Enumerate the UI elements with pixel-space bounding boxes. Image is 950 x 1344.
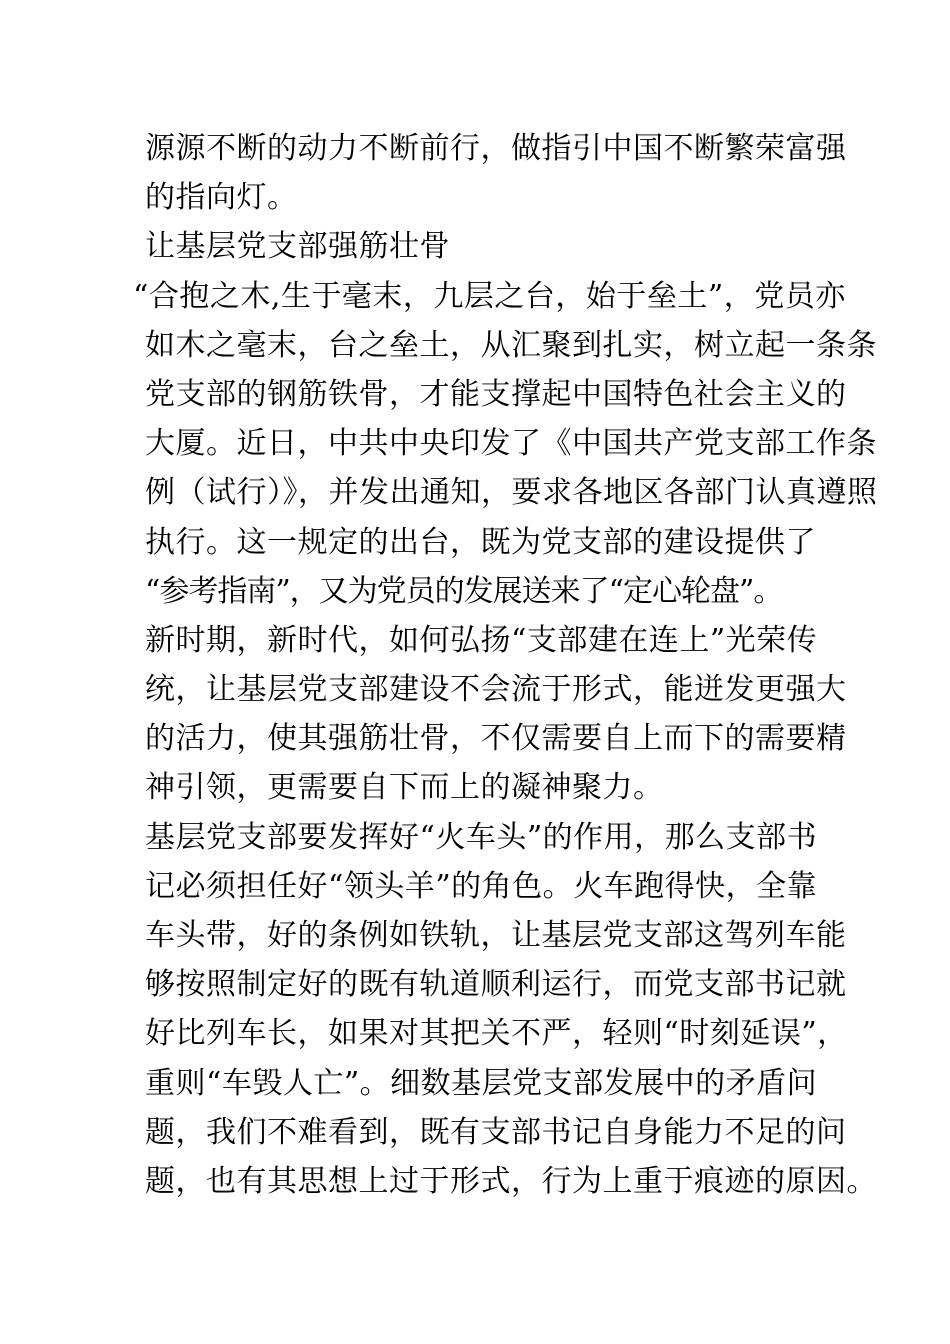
body-text: [133, 124, 878, 1206]
text-line: 记必须担任好“领头羊”的角色。火车跑得快，全靠: [145, 868, 818, 904]
text-line: 新时期，新时代，如何弘扬“支部建在连上”光荣传: [145, 622, 818, 658]
text-line: 够按照制定好的既有轨道顺利运行，而党支部书记就: [145, 967, 847, 1003]
text-line: 源源不断的动力不断前行，做指引中国不断繁荣富强: [145, 131, 847, 166]
text-line: “合抱之木,生于毫末，九层之台，始于垒土”，党员亦: [133, 278, 846, 314]
text-line: 的指向灯。: [145, 180, 298, 216]
text-line: 重则“车毁人亡”。细数基层党支部发展中的矛盾问: [145, 1065, 818, 1101]
text-line: 例（试行）》，并发出通知，要求各地区各部门认真遵照: [145, 475, 878, 511]
text-line: 基层党支部要发挥好“火车头”的作用，那么支部书: [145, 819, 818, 855]
text-line: 统，让基层党支部建设不会流于形式，能迸发更强大: [145, 672, 847, 708]
text-line: 执行。这一规定的出台，既为党支部的建设提供了: [145, 524, 816, 560]
text-line: 如木之毫末，台之垒土，从汇聚到扎实，树立起一条条: [145, 327, 877, 363]
text-line: 题，我们不难看到，既有支部书记自身能力不足的问: [145, 1114, 847, 1150]
text-line: 大厦。近日，中共中央印发了《中国共产党支部工作条: [145, 426, 877, 462]
text-line: 车头带，好的条例如铁轨，让基层党支部这驾列车能: [145, 918, 847, 953]
text-line: “参考指南”，又为党员的发展送来了“定心轮盘”。: [145, 573, 783, 609]
text-line: 的活力，使其强筋壮骨，不仅需要自上而下的需要精: [145, 721, 847, 757]
text-line: 好比列车长，如果对其把关不严，轻则“时刻延误”，: [145, 1016, 848, 1052]
text-line: 题，也有其思想上过于形式，行为上重于痕迹的原因。: [145, 1163, 877, 1199]
text-line: 神引领，更需要自下而上的凝神聚力。: [145, 770, 664, 806]
section-heading: 让基层党支部强筋壮骨: [145, 229, 450, 265]
text-line: 党支部的钢筋铁骨，才能支撑起中国特色社会主义的: [145, 376, 847, 412]
